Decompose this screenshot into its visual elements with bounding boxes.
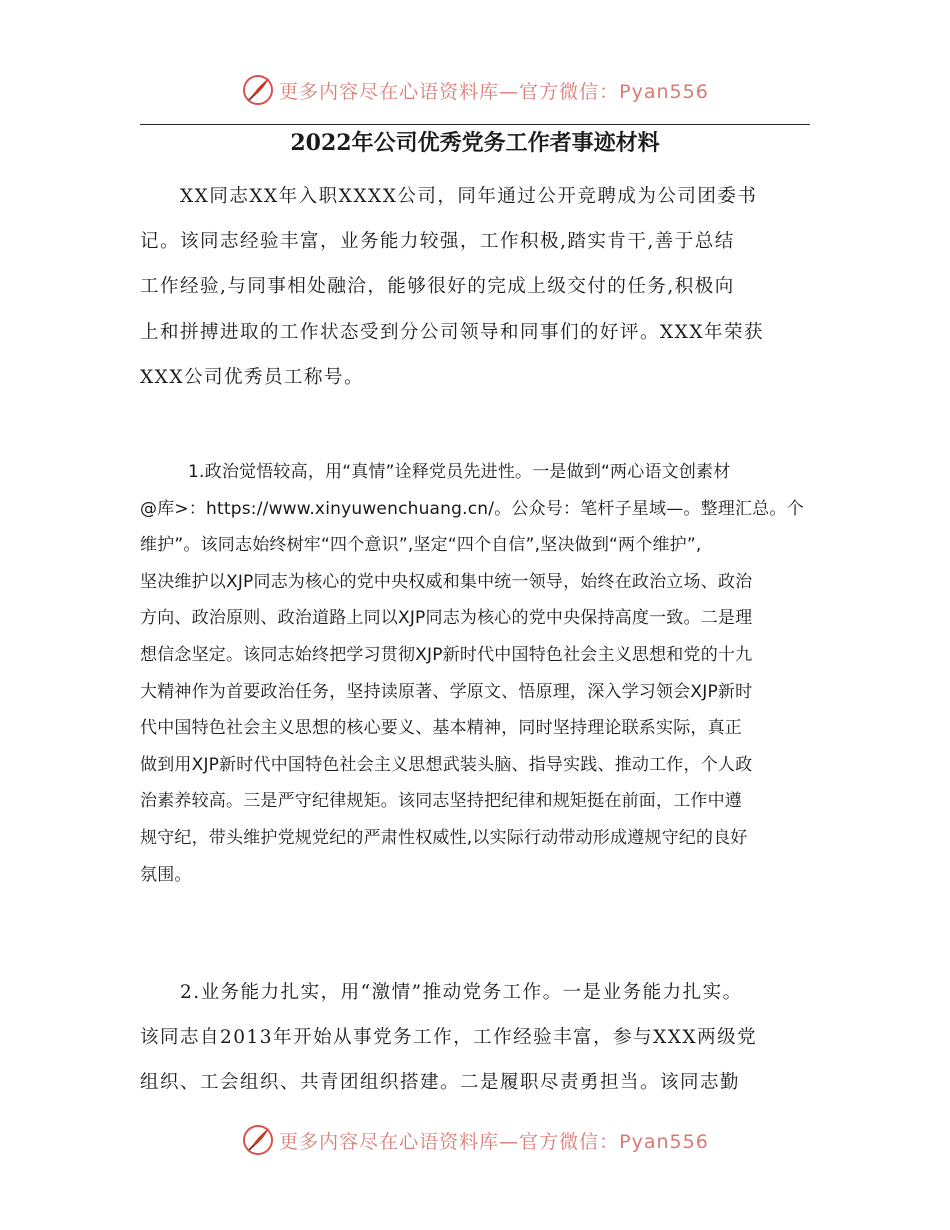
text-line: XX同志XX年入职XXXX公司，同年通过公开竞聘成为公司团委书	[180, 186, 758, 207]
paragraph-political	[140, 454, 810, 893]
footer-banner	[0, 1118, 950, 1162]
text-line: 1.政治觉悟较高，用“真情”诠释党员先进性。一是做到“两心语文创素材	[188, 462, 731, 482]
text-line: 想信念坚定。该同志始终把学习贯彻XJP新时代中国特色社会主义思想和党的十九	[140, 644, 753, 665]
text-line: 做到用XJP新时代中国特色社会主义思想武装头脑、指导实践、推动工作，个人政	[140, 754, 753, 775]
text-line: @库>：https://www.xinyuwenchuang.cn/。公众号：笔杆子星域—。整理汇总。个	[140, 498, 804, 519]
document-title: 2022年公司优秀党务工作者事迹材料	[290, 130, 660, 156]
text-line: 组织、工会组织、共青团组织搭建。二是履职尽责勇担当。该同志勤	[140, 1072, 741, 1093]
header-banner-text: 更多内容尽在心语资料库—官方微信：Pyan556	[279, 80, 709, 103]
text-line: 记。该同志经验丰富，业务能力较强，工作积极,踏实肯干,善于总结	[140, 231, 735, 253]
text-line: 方向、政治原则、政治道路上同以XJP同志为核心的党中央保持高度一致。二是理	[140, 608, 753, 629]
text-line: 大精神作为首要政治任务，坚持读原著、学原文、悟原理，深入学习领会XJP新时	[140, 681, 753, 702]
paragraph-intro	[140, 174, 810, 400]
text-line: 该同志自2013年开始从事党务工作，工作经验丰富，参与XXX两级党	[140, 1027, 758, 1048]
text-line: 维护”。该同志始终树牢“四个意识”,坚定“四个自信”,坚决做到“两个维护”,	[140, 535, 702, 556]
footer-banner-text: 更多内容尽在心语资料库—官方微信：Pyan556	[279, 1130, 709, 1153]
quill-logo-icon	[241, 73, 275, 107]
text-line: 坚决维护以XJP同志为核心的党中央权威和集中统一领导，始终在政治立场、政治	[140, 571, 753, 592]
text-line: 治素养较高。三是严守纪律规矩。该同志坚持把纪律和规矩挺在前面，工作中遵	[140, 791, 742, 812]
quill-logo-icon	[241, 1123, 275, 1157]
text-line: 上和拼搏进取的工作状态受到分公司领导和同事们的好评。XXX年荣获	[140, 321, 765, 343]
header-banner	[0, 68, 950, 112]
text-line: 工作经验,与同事相处融洽，能够很好的完成上级交付的任务,积极向	[140, 276, 735, 298]
text-line: XXX公司优秀员工称号。	[140, 366, 365, 388]
text-line: 代中国特色社会主义思想的核心要义、基本精神，同时坚持理论联系实际，真正	[140, 718, 742, 739]
paragraph-business	[140, 970, 810, 1105]
text-line: 氛围。	[140, 864, 192, 885]
text-line: 2.业务能力扎实，用“激情”推动党务工作。一是业务能力扎实。	[180, 982, 743, 1003]
text-line: 规守纪，带头维护党规党纪的严肃性权威性,以实际行动带动形成遵规守纪的良好	[140, 827, 748, 848]
header-rule	[140, 124, 810, 125]
